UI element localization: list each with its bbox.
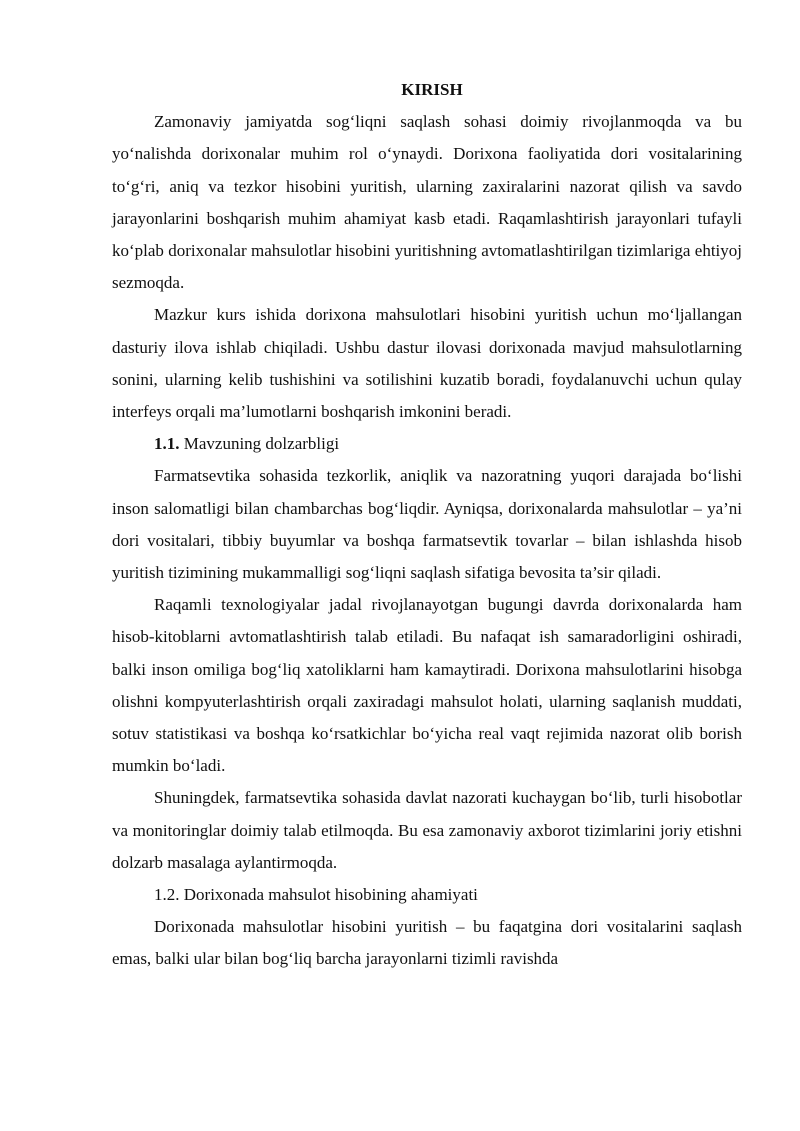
section-title: Mavzuning dolzarbligi [179, 434, 340, 454]
body-paragraph: Shuningdek, farmatsevtika sohasida davlat nazorati kuchaygan bo‘lib, turli hisobotlar va monitoringlar doimiy talab etilmoqda. Bu esa zamonaviy axborot tizimlarini joriy etishni dolzarb masalaga aylantirmoqda. [112, 788, 742, 872]
body-paragraph: Dorixonada mahsulotlar hisobini yuritish – bu faqatgina dori vositalarini saqlash emas, balki ular bilan bog‘liq barcha jarayonlarni tizimli ravishda [112, 917, 742, 969]
page-title: KIRISH [401, 80, 463, 99]
body-paragraph: Farmatsevtika sohasida tezkorlik, aniqlik va nazoratning yuqori darajada bo‘lishi inson salomatligi bilan chambarchas bog‘liqdir. Ayniqsa, dorixonalarda mahsulotlar – ya’ni dori vositalari, tibbiy buyumlar va boshqa farmatsevtik tovarlar – bilan ishlashda hisob yuritish tizimining mukammalligi sog‘liqni saqlash sifatiga bevosita ta’sir qiladi. [112, 466, 742, 583]
intro-paragraph: Mazkur kurs ishida dorixona mahsulotlari hisobini yuritish uchun mo‘ljallangan dasturiy ilova ishlab chiqiladi. Ushbu dastur ilovasi dorixonada mavjud mahsulotlarning sonini, ularning kelib tushishini va sotilishini kuzatib boradi, foydalanuvchi uchun qulay interfeys orqali ma’lumotlarni boshqarish imkonini beradi. [112, 305, 742, 422]
page-content [112, 74, 742, 976]
section-heading-1-1 [112, 428, 742, 460]
body-paragraph: Raqamli texnologiyalar jadal rivojlanayotgan bugungi davrda dorixonalarda ham hisob-kitoblarni avtomatlashtirish talab etiladi. Bu nafaqat ish samaradorligini oshiradi, balki inson omiliga bog‘liq xatoliklarni ham kamaytiradi. Dorixona mahsulotlarini hisobga olishni kompyuterlashtirish orqali zaxiradagi mahsulot holati, ularning saqlanish muddati, sotuv statistikasi va boshqa ko‘rsatkichlar bo‘yicha real vaqt rejimida nazorat olib borish mumkin bo‘ladi. [112, 595, 742, 776]
section-number: 1.1. [154, 434, 180, 454]
section-heading-1-2: 1.2. Dorixonada mahsulot hisobining ahamiyati [154, 885, 478, 905]
intro-paragraph: Zamonaviy jamiyatda sog‘liqni saqlash sohasi doimiy rivojlanmoqda va bu yo‘nalishda dorixonalar muhim rol o‘ynaydi. Dorixona faoliyatida dori vositalarining to‘g‘ri, aniq va tezkor hisobini yuritish, ularning zaxiralarini nazorat qilish va savdo jarayonlarini boshqarish muhim ahamiyat kasb etadi. Raqamlashtirish jarayonlari tufayli ko‘plab dorixonalar mahsulotlar hisobini yuritishning avtomatlashtirilgan tizimlariga ehtiyoj sezmoqda. [112, 112, 742, 293]
